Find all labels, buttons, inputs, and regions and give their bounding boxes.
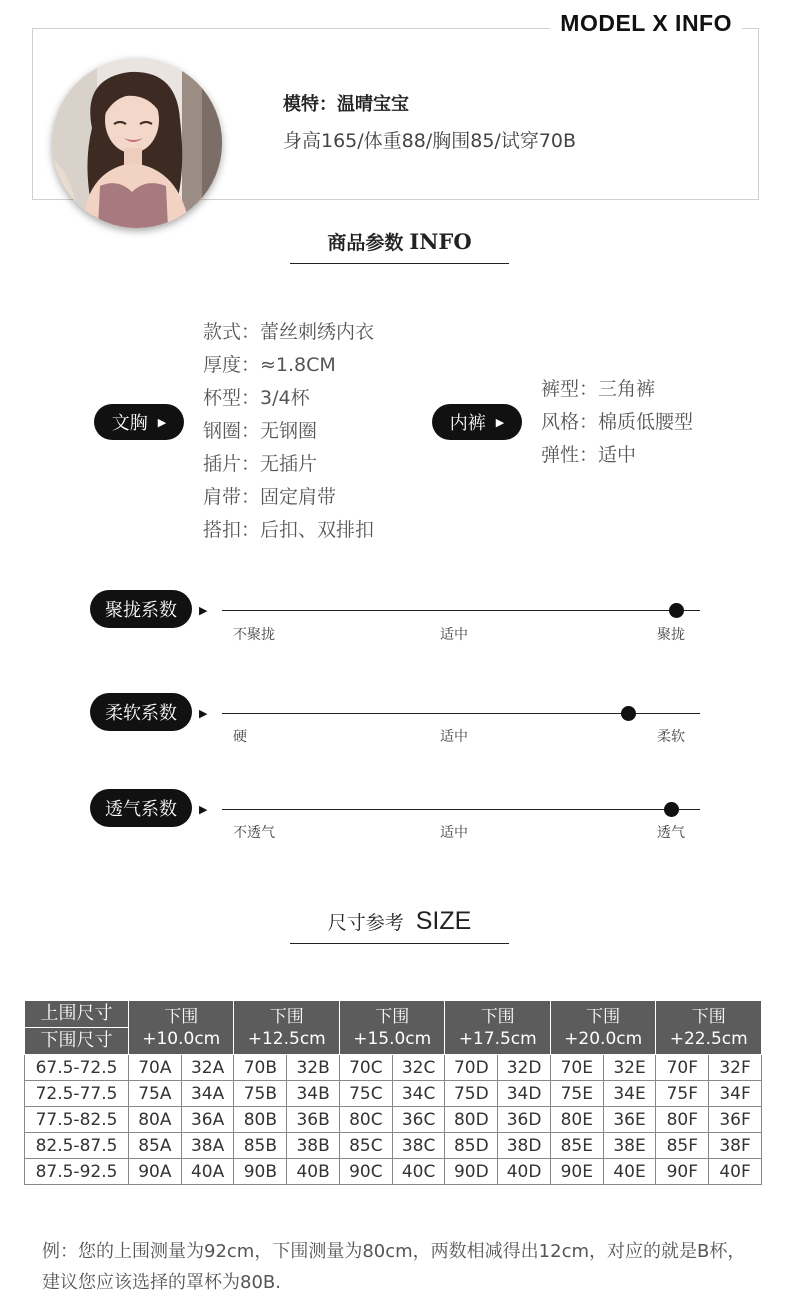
size-cell: 90B — [234, 1159, 287, 1185]
size-cell: 75D — [445, 1081, 498, 1107]
size-cell: 90D — [445, 1159, 498, 1185]
size-cell: 34D — [498, 1081, 551, 1107]
size-cell: 85D — [445, 1133, 498, 1159]
size-title-en: SIZE — [415, 907, 472, 935]
size-cell: 80B — [234, 1107, 287, 1133]
play-arrow-icon: ▶ — [199, 803, 208, 816]
size-cell: 85E — [550, 1133, 603, 1159]
bra-param-item: 肩带：固定肩带 — [203, 486, 337, 508]
params-title-en: INFO — [409, 229, 472, 254]
size-cell: 38F — [709, 1133, 762, 1159]
row-range-cell: 67.5-72.5 — [25, 1055, 129, 1081]
size-cell: 38A — [181, 1133, 234, 1159]
size-cell: 32F — [709, 1055, 762, 1081]
push-up-scale-pill: 聚拢系数 — [90, 590, 192, 628]
size-table — [24, 1000, 762, 1185]
play-arrow-icon: ▶ — [199, 707, 208, 720]
example-note: 例：您的上围测量为92cm，下围测量为80cm，两数相减得出12cm，对应的就是B杯，建议您应该选择的罩杯为80B. — [42, 1241, 746, 1293]
corner-bottom-header: 下围尺寸 — [25, 1028, 129, 1055]
size-group-header: 下围 +10.0cm — [129, 1001, 234, 1055]
size-cell: 34B — [287, 1081, 340, 1107]
size-cell: 36E — [603, 1107, 656, 1133]
bra-param-item: 钢圈：无钢圈 — [203, 420, 318, 442]
table-row — [25, 1133, 762, 1159]
size-cell: 90E — [550, 1159, 603, 1185]
size-cell: 80C — [339, 1107, 392, 1133]
size-cell: 32E — [603, 1055, 656, 1081]
pants-param-item: 风格：棉质低腰型 — [541, 411, 694, 433]
scale-right-label: 聚拢 — [657, 627, 685, 643]
table-row — [25, 1159, 762, 1185]
size-cell: 75F — [656, 1081, 709, 1107]
bra-param-item: 搭扣：后扣、双排扣 — [203, 519, 375, 541]
bra-param-item: 插片：无插片 — [203, 453, 318, 475]
bra-param-item: 款式：蕾丝刺绣内衣 — [203, 321, 375, 343]
size-group-header: 下围 +22.5cm — [656, 1001, 762, 1055]
play-arrow-icon: ▶ — [157, 415, 167, 429]
size-cell: 38B — [287, 1133, 340, 1159]
size-cell: 70D — [445, 1055, 498, 1081]
size-cell: 40F — [709, 1159, 762, 1185]
size-cell: 36C — [392, 1107, 445, 1133]
size-cell: 36D — [498, 1107, 551, 1133]
size-cell: 36B — [287, 1107, 340, 1133]
scale-left-label: 不透气 — [233, 825, 275, 841]
model-stats: 身高165/体重88/胸围85/试穿70B — [283, 130, 577, 152]
size-cell: 80F — [656, 1107, 709, 1133]
scale-left-label: 不聚拢 — [233, 627, 275, 643]
size-cell: 70A — [129, 1055, 182, 1081]
scale-right-label: 透气 — [657, 825, 685, 841]
size-cell: 70E — [550, 1055, 603, 1081]
model-avatar — [52, 58, 222, 228]
size-cell: 85A — [129, 1133, 182, 1159]
size-group-header: 下围 +12.5cm — [234, 1001, 339, 1055]
size-cell: 70C — [339, 1055, 392, 1081]
size-cell: 90C — [339, 1159, 392, 1185]
push-up-scale-marker — [669, 603, 684, 618]
size-cell: 40C — [392, 1159, 445, 1185]
breathability-scale-pill: 透气系数 — [90, 789, 192, 827]
pants-param-item: 弹性：适中 — [541, 444, 637, 466]
size-cell: 70B — [234, 1055, 287, 1081]
size-cell: 36A — [181, 1107, 234, 1133]
scale-right-label: 柔软 — [657, 729, 685, 745]
bra-param-list — [203, 316, 374, 547]
size-cell: 32C — [392, 1055, 445, 1081]
softness-scale-pill: 柔软系数 — [90, 693, 192, 731]
softness-scale-marker — [621, 706, 636, 721]
size-group-header: 下围 +20.0cm — [550, 1001, 655, 1055]
size-cell: 90F — [656, 1159, 709, 1185]
play-arrow-icon: ▶ — [199, 604, 208, 617]
size-cell: 85F — [656, 1133, 709, 1159]
scale-mid-label: 适中 — [440, 729, 468, 745]
size-cell: 40A — [181, 1159, 234, 1185]
pants-param-item: 裤型：三角裤 — [541, 378, 656, 400]
size-cell: 40E — [603, 1159, 656, 1185]
row-range-cell: 72.5-77.5 — [25, 1081, 129, 1107]
row-range-cell: 77.5-82.5 — [25, 1107, 129, 1133]
size-cell: 85C — [339, 1133, 392, 1159]
table-row — [25, 1055, 762, 1081]
bra-param-item: 杯型：3/4杯 — [203, 387, 310, 409]
breathability-scale-marker — [664, 802, 679, 817]
bra-label: 文胸 — [111, 413, 148, 434]
scale-left-label: 硬 — [233, 729, 247, 745]
size-cell: 40B — [287, 1159, 340, 1185]
size-title-cn: 尺寸参考 — [327, 912, 404, 934]
size-cell: 34F — [709, 1081, 762, 1107]
size-cell: 75B — [234, 1081, 287, 1107]
size-cell: 38E — [603, 1133, 656, 1159]
scale-mid-label: 适中 — [440, 825, 468, 841]
size-cell: 34E — [603, 1081, 656, 1107]
size-cell: 38C — [392, 1133, 445, 1159]
size-cell: 32D — [498, 1055, 551, 1081]
model-info-title: MODEL X INFO — [550, 10, 742, 37]
size-section-title — [290, 907, 509, 944]
push-up-scale-track — [222, 610, 700, 611]
pants-label: 内裤 — [449, 413, 486, 434]
bra-param-item: 厚度：≈1.8CM — [203, 354, 336, 376]
bra-label-pill — [94, 404, 184, 440]
size-cell: 80A — [129, 1107, 182, 1133]
size-cell: 38D — [498, 1133, 551, 1159]
scale-mid-label: 适中 — [440, 627, 468, 643]
size-cell: 34C — [392, 1081, 445, 1107]
params-section-title — [290, 228, 509, 264]
size-cell: 32A — [181, 1055, 234, 1081]
size-cell: 32B — [287, 1055, 340, 1081]
pants-label-pill — [432, 404, 522, 440]
size-cell: 80D — [445, 1107, 498, 1133]
size-group-header: 下围 +15.0cm — [339, 1001, 444, 1055]
size-cell: 40D — [498, 1159, 551, 1185]
size-cell: 36F — [709, 1107, 762, 1133]
size-cell: 75A — [129, 1081, 182, 1107]
size-cell: 34A — [181, 1081, 234, 1107]
pants-param-list — [541, 373, 693, 472]
size-cell: 90A — [129, 1159, 182, 1185]
size-cell: 80E — [550, 1107, 603, 1133]
model-name: 模特：温晴宝宝 — [283, 94, 409, 115]
row-range-cell: 82.5-87.5 — [25, 1133, 129, 1159]
size-cell: 70F — [656, 1055, 709, 1081]
size-cell: 75C — [339, 1081, 392, 1107]
size-cell: 75E — [550, 1081, 603, 1107]
table-row — [25, 1107, 762, 1133]
size-cell: 85B — [234, 1133, 287, 1159]
row-range-cell: 87.5-92.5 — [25, 1159, 129, 1185]
params-title-cn: 商品参数 — [327, 232, 404, 254]
play-arrow-icon: ▶ — [495, 415, 505, 429]
size-group-header: 下围 +17.5cm — [445, 1001, 550, 1055]
corner-top-header: 上围尺寸 — [25, 1001, 129, 1028]
breathability-scale-track — [222, 809, 700, 810]
table-row — [25, 1081, 762, 1107]
